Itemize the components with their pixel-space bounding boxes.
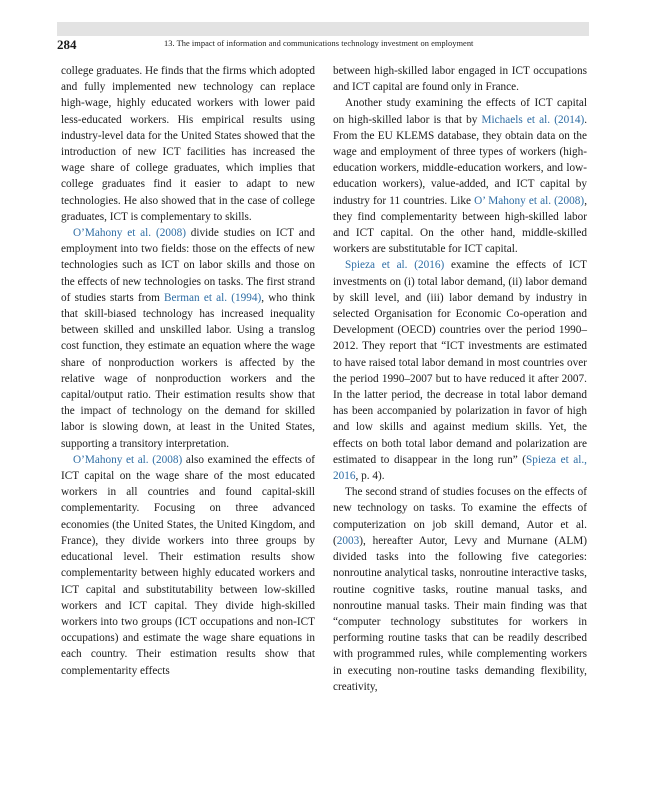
paragraph <box>61 452 315 679</box>
left-column <box>61 63 315 679</box>
paragraph: between high-skilled labor engaged in ICT occupations and ICT capital are found only in France. <box>333 65 587 94</box>
paragraph: college graduates. He finds that the firms which adopted and fully implemented new technology can replace high-wage, highly educated workers with lower paid less-educated workers. His empirical results using industry-level data for the United States showed that the introduction of new ICT facilities has increased the wage share of college graduates, which implies that college graduates find it easier to adapt to new technologies. He also showed that in the case of college graduates, ICT is complementary to skills. <box>61 65 315 223</box>
paragraph <box>333 484 587 695</box>
citation-link[interactable]: 2003 <box>336 534 360 547</box>
text-run: , they find complementarity between high-skilled labor and ICT capital. On the other hand, middle-skilled workers are substitutable for ICT capital. <box>333 194 587 256</box>
text-run: , who think that skill-biased technology has increased inequality between skilled and unskilled labor. Using a translog cost function, they estimate an equation where the wage share of nonproduction workers is affected by the relative wage of nonproduction workers and the capital/output ratio. Their estimation results show that the impact of technology on the demand for skilled labor is slowing down, at least in the United States, supporting a transitory interpretation. <box>61 291 315 450</box>
citation-link[interactable]: Spieza et al. (2016) <box>345 259 445 272</box>
paragraph <box>333 257 587 484</box>
citation-link[interactable]: O’Mahony et al. (2008) <box>73 227 186 240</box>
header-band <box>57 22 589 36</box>
right-column <box>333 63 587 695</box>
citation-link[interactable]: Spieza et al., 2016 <box>333 453 587 483</box>
text-run: also examined the effects of ICT capital on the wage share of the most educated workers in all countries and found capital-skill complementarity. Focusing on three advanced economies (the United States, the United Kingdom, and France), they divide workers into three groups by educational level. Their estimation results show complementarity between highly educated workers and ICT capital and substitutability between low-skilled workers and ICT capital. They divide high-skilled workers into two groups (ICT occupations and non-ICT occupations) and estimate the wage share equations in each country. Their estimation results show that complementarity effects <box>61 453 315 677</box>
text-run: Another study examining the effects of ICT capital on high-skilled labor is that by <box>333 97 587 126</box>
chapter-title: 13. The impact of information and communications technology investment on employment <box>164 39 474 48</box>
text-run: The second strand of studies focuses on the effects of new technology on tasks. To examine the effects of computerization on job skill demand, Autor et al. ( <box>333 486 587 547</box>
text-run: divide studies on ICT and employment into two fields: those on the effects of new technologies such as ICT on labor skills and those on the effects of new technologies on tasks. The first strand of studies starts from <box>61 227 315 304</box>
paragraph <box>333 95 587 257</box>
text-run: . From the EU KLEMS database, they obtain data on the wage and employment of three types of workers (high-education workers, middle-education workers, and low-education workers), value-added, and ICT capital by industry for 11 countries. Like <box>333 113 587 207</box>
citation-link[interactable]: O’Mahony et al. (2008) <box>73 453 183 466</box>
text-run: examine the effects of ICT investments on (i) total labor demand, (ii) labor demand by skill level, and (iii) labor demand by industry in selected Organisation for Economic Co-operation and Development (OECD) countries over the period 1990–2012. They report that “ICT investments are estimated to have raised total labor demand in most countries over the period 1990–2007 but to have reduced it after 2007. In the latter period, the decrease in total labor demand has been accompanied by polarization in favor of high and low skills and against medium skills. Yet, the effects on both total labor demand and polarization are estimated to disappear in the long run” ( <box>333 259 588 466</box>
page-number: 284 <box>57 37 77 52</box>
citation-link[interactable]: Michaels et al. (2014) <box>481 113 585 126</box>
citation-link[interactable]: O’ Mahony et al. (2008) <box>474 194 585 207</box>
paragraph <box>61 225 315 452</box>
text-run: , p. 4). <box>355 470 385 483</box>
citation-link[interactable]: Berman et al. (1994) <box>164 291 262 304</box>
text-run: ), hereafter Autor, Levy and Murnane (ALM) divided tasks into the following five categories: nonroutine analytical tasks, nonroutine interactive tasks, routine cognitive tasks, routine manual tasks, and nonroutine manual tasks. Their main finding was that “computer technology substitutes for workers in performing routine tasks that can be readily described with programmed rules, while complementing workers in executing non-routine tasks demanding flexibility, creativity, <box>333 534 587 693</box>
running-head <box>57 38 589 54</box>
